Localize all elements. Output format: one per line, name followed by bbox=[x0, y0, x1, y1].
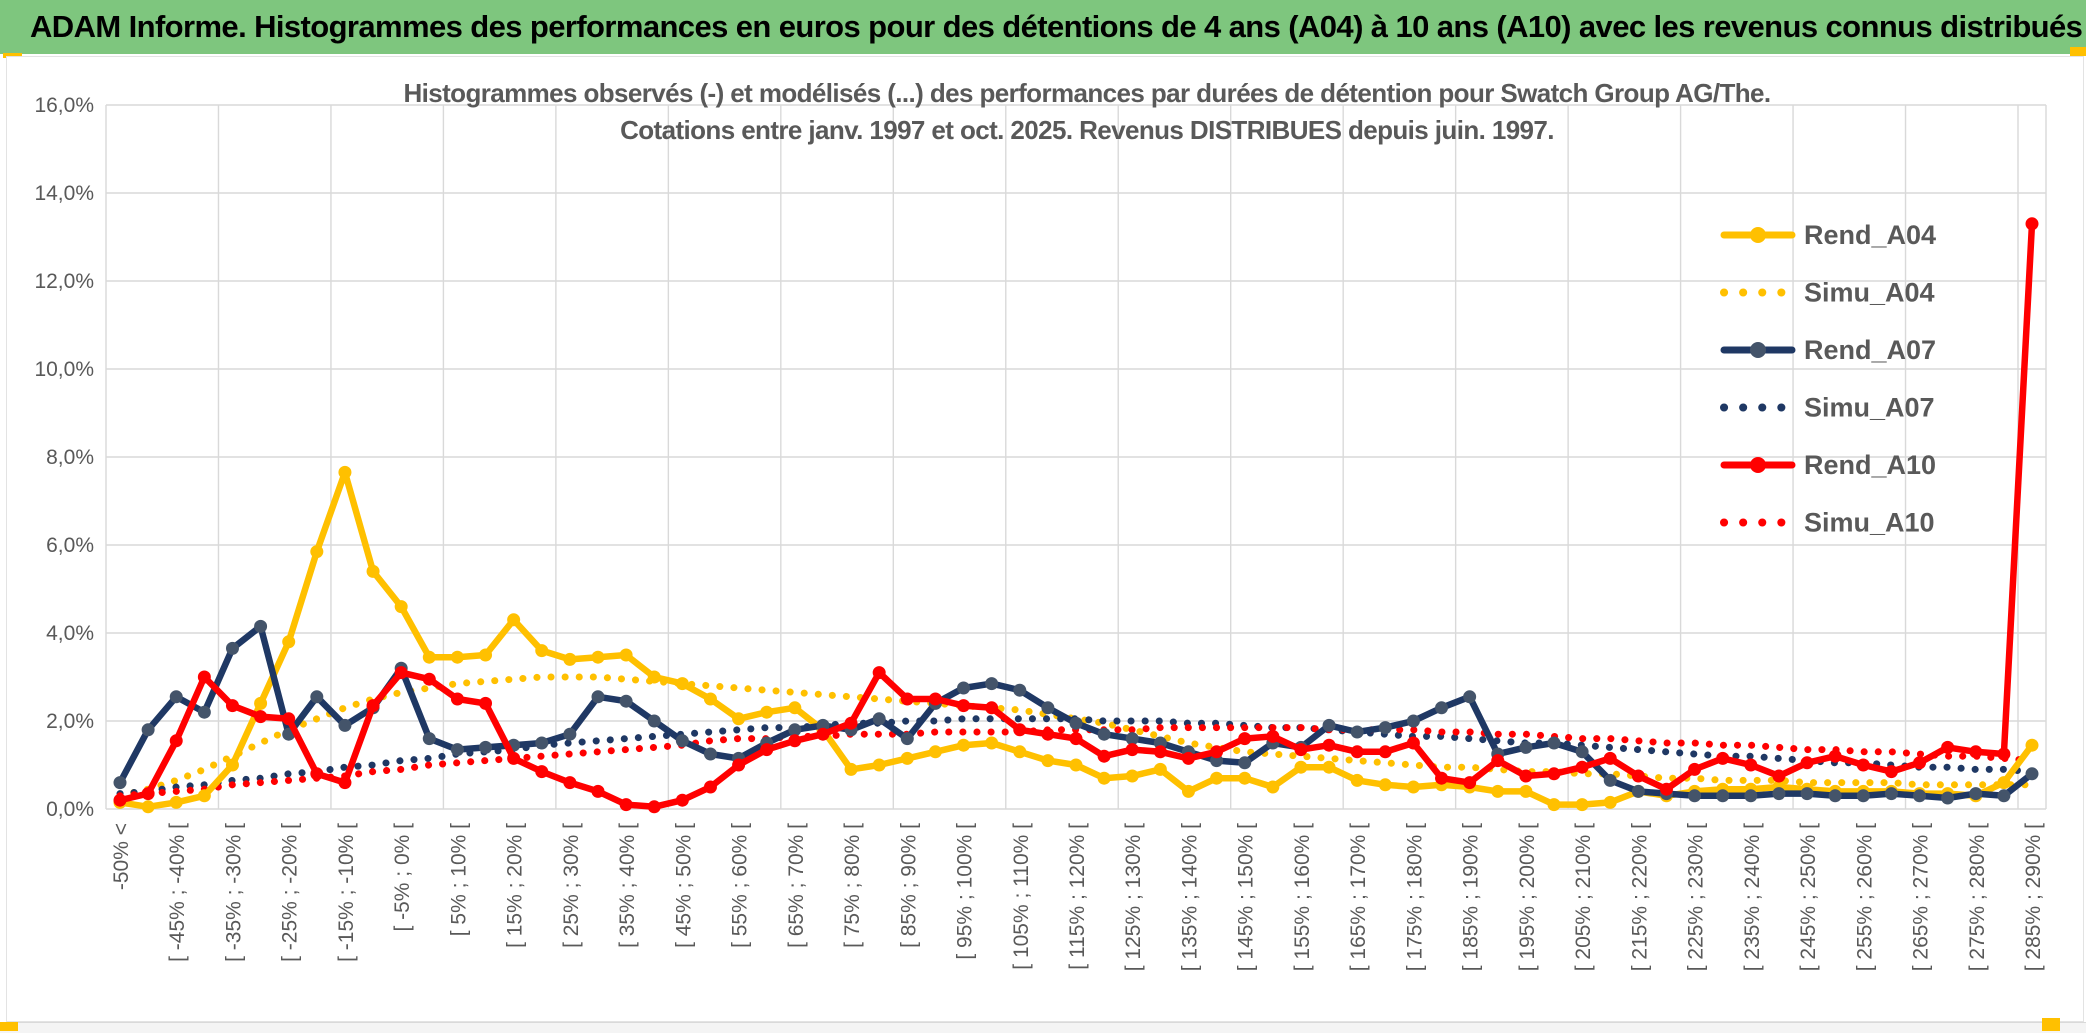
series-marker-Rend_A10 bbox=[1041, 728, 1054, 741]
series-marker-Rend_A04 bbox=[788, 701, 801, 714]
x-axis-tick-label: [ 235% ; 240% [ bbox=[1740, 823, 1764, 972]
series-marker-Rend_A10 bbox=[142, 787, 155, 800]
series-marker-Rend_A04 bbox=[1098, 772, 1111, 785]
series-marker-Rend_A10 bbox=[254, 710, 267, 723]
series-marker-Rend_A07 bbox=[873, 712, 886, 725]
series-marker-Rend_A07 bbox=[114, 776, 127, 789]
series-marker-Rend_A07 bbox=[1379, 721, 1392, 734]
series-marker-Rend_A07 bbox=[1801, 787, 1814, 800]
series-marker-Rend_A07 bbox=[648, 715, 661, 728]
series-marker-Rend_A10 bbox=[1885, 765, 1898, 778]
x-axis-tick-label: [ 155% ; 160% [ bbox=[1290, 823, 1314, 972]
x-axis-tick-label: [ 135% ; 140% [ bbox=[1178, 823, 1202, 972]
series-marker-Rend_A10 bbox=[479, 697, 492, 710]
chart-title-line1: Histogrammes observés (-) et modélisés (...) des performances par durées de détention pour Swatch Group AG/The. bbox=[403, 78, 1771, 108]
x-axis-tick-label: [ -5% ; 0% [ bbox=[391, 823, 415, 932]
series-marker-Rend_A10 bbox=[1969, 745, 1982, 758]
y-axis-tick-label: 0,0% bbox=[46, 798, 94, 821]
series-marker-Rend_A07 bbox=[535, 737, 548, 750]
series-marker-Rend_A07 bbox=[676, 734, 689, 747]
legend-item-Rend_A04 bbox=[1724, 220, 1936, 250]
series-marker-Rend_A04 bbox=[704, 693, 717, 706]
series-marker-Rend_A10 bbox=[845, 717, 858, 730]
series-marker-Rend_A07 bbox=[1744, 789, 1757, 802]
legend-label: Rend_A07 bbox=[1804, 335, 1937, 365]
series-marker-Rend_A04 bbox=[1379, 778, 1392, 791]
series-marker-Rend_A10 bbox=[507, 752, 520, 765]
series-marker-Rend_A04 bbox=[1407, 781, 1420, 794]
series-marker-Rend_A04 bbox=[395, 600, 408, 613]
series-marker-Rend_A07 bbox=[1913, 789, 1926, 802]
series-marker-Rend_A04 bbox=[451, 651, 464, 664]
series-marker-Rend_A04 bbox=[901, 752, 914, 765]
series-marker-Rend_A10 bbox=[1379, 745, 1392, 758]
series-marker-Rend_A07 bbox=[1041, 701, 1054, 714]
series-marker-Rend_A07 bbox=[1829, 789, 1842, 802]
series-marker-Rend_A10 bbox=[226, 699, 239, 712]
series-marker-Rend_A04 bbox=[1266, 781, 1279, 794]
x-axis-tick-label: [ 95% ; 100% [ bbox=[953, 823, 977, 960]
series-marker-Rend_A10 bbox=[1772, 770, 1785, 783]
series-marker-Rend_A10 bbox=[1857, 759, 1870, 772]
x-axis-tick-label: [ 85% ; 90% [ bbox=[897, 823, 921, 948]
series-marker-Rend_A10 bbox=[1294, 743, 1307, 756]
x-axis-tick-label: [ -45% ; -40% [ bbox=[166, 823, 190, 962]
series-marker-Rend_A04 bbox=[1491, 785, 1504, 798]
series-marker-Rend_A04 bbox=[2026, 739, 2039, 752]
series-marker-Rend_A07 bbox=[1772, 787, 1785, 800]
legend-item-Simu_A07 bbox=[1724, 393, 1935, 423]
series-marker-Rend_A04 bbox=[198, 789, 211, 802]
series-marker-Rend_A07 bbox=[1238, 756, 1251, 769]
series-marker-Rend_A07 bbox=[423, 732, 436, 745]
x-axis-tick-label: [ -35% ; -30% [ bbox=[222, 823, 246, 962]
series-marker-Rend_A07 bbox=[254, 620, 267, 633]
series-marker-Rend_A10 bbox=[1463, 776, 1476, 789]
series-marker-Rend_A04 bbox=[1070, 759, 1083, 772]
series-marker-Rend_A07 bbox=[1407, 715, 1420, 728]
series-marker-Rend_A04 bbox=[1576, 798, 1589, 811]
series-marker-Rend_A04 bbox=[338, 466, 351, 479]
series-marker-Rend_A07 bbox=[1435, 701, 1448, 714]
y-axis-tick-label: 8,0% bbox=[46, 446, 94, 469]
series-marker-Rend_A07 bbox=[1098, 728, 1111, 741]
series-marker-Rend_A04 bbox=[367, 565, 380, 578]
series-marker-Rend_A07 bbox=[1576, 745, 1589, 758]
legend-marker-sample bbox=[1750, 457, 1766, 473]
legend-label: Simu_A10 bbox=[1804, 507, 1935, 538]
series-marker-Rend_A04 bbox=[254, 697, 267, 710]
series-marker-Rend_A10 bbox=[1941, 741, 1954, 754]
series-marker-Rend_A07 bbox=[1548, 737, 1561, 750]
series-marker-Rend_A10 bbox=[535, 765, 548, 778]
y-axis-tick-label: 12,0% bbox=[34, 270, 94, 293]
series-marker-Rend_A07 bbox=[985, 677, 998, 690]
series-marker-Rend_A10 bbox=[1491, 754, 1504, 767]
series-marker-Rend_A07 bbox=[198, 706, 211, 719]
series-marker-Rend_A10 bbox=[1716, 752, 1729, 765]
series-marker-Rend_A07 bbox=[1857, 789, 1870, 802]
x-axis-tick-label: [ -25% ; -20% [ bbox=[278, 823, 302, 962]
series-marker-Rend_A10 bbox=[1548, 767, 1561, 780]
series-marker-Rend_A10 bbox=[957, 699, 970, 712]
series-marker-Rend_A04 bbox=[170, 796, 183, 809]
x-axis-tick-label: [ 145% ; 150% [ bbox=[1234, 823, 1258, 972]
series-marker-Rend_A10 bbox=[282, 712, 295, 725]
x-axis-tick-label: [ 105% ; 110% [ bbox=[1009, 823, 1033, 970]
series-marker-Rend_A10 bbox=[563, 776, 576, 789]
series-marker-Rend_A04 bbox=[479, 649, 492, 662]
series-marker-Rend_A04 bbox=[1351, 774, 1364, 787]
series-marker-Rend_A07 bbox=[1997, 789, 2010, 802]
series-marker-Rend_A04 bbox=[732, 712, 745, 725]
series-marker-Rend_A10 bbox=[1013, 723, 1026, 736]
x-axis-tick-label: [ 205% ; 210% [ bbox=[1572, 823, 1596, 972]
legend-label: Simu_A04 bbox=[1804, 277, 1935, 308]
series-marker-Rend_A04 bbox=[1323, 761, 1336, 774]
series-marker-Rend_A07 bbox=[1632, 785, 1645, 798]
series-marker-Rend_A07 bbox=[592, 690, 605, 703]
series-marker-Rend_A10 bbox=[648, 800, 661, 813]
series-marker-Rend_A07 bbox=[479, 741, 492, 754]
series-marker-Rend_A04 bbox=[1154, 763, 1167, 776]
series-marker-Rend_A10 bbox=[1154, 745, 1167, 758]
series-marker-Rend_A04 bbox=[1041, 754, 1054, 767]
legend-label: Simu_A07 bbox=[1804, 392, 1935, 423]
chart-object bbox=[6, 56, 2084, 1022]
series-marker-Rend_A10 bbox=[1632, 770, 1645, 783]
series-marker-Rend_A10 bbox=[451, 693, 464, 706]
x-axis-tick-label: [ 225% ; 230% [ bbox=[1684, 823, 1708, 972]
series-marker-Rend_A07 bbox=[1323, 719, 1336, 732]
series-marker-Rend_A10 bbox=[592, 785, 605, 798]
series-marker-Rend_A10 bbox=[1576, 761, 1589, 774]
series-marker-Rend_A10 bbox=[1913, 756, 1926, 769]
series-marker-Rend_A10 bbox=[1435, 772, 1448, 785]
series-marker-Rend_A07 bbox=[142, 723, 155, 736]
series-marker-Rend_A07 bbox=[563, 728, 576, 741]
series-marker-Rend_A10 bbox=[1238, 732, 1251, 745]
series-marker-Rend_A04 bbox=[226, 759, 239, 772]
series-line-Rend_A07 bbox=[120, 626, 2032, 798]
series-marker-Rend_A07 bbox=[451, 743, 464, 756]
series-marker-Rend_A10 bbox=[1126, 743, 1139, 756]
series-marker-Rend_A10 bbox=[985, 701, 998, 714]
series-marker-Rend_A10 bbox=[1660, 783, 1673, 796]
series-marker-Rend_A04 bbox=[592, 651, 605, 664]
series-marker-Rend_A04 bbox=[310, 545, 323, 558]
series-marker-Rend_A04 bbox=[985, 737, 998, 750]
y-axis-tick-label: 10,0% bbox=[34, 358, 94, 381]
footer-strip bbox=[0, 1022, 2086, 1033]
x-axis-tick-label: [ 265% ; 270% [ bbox=[1909, 822, 1933, 972]
x-axis-tick-label: [ 165% ; 170% [ bbox=[1347, 823, 1371, 972]
series-marker-Rend_A04 bbox=[1182, 785, 1195, 798]
report-title: ADAM Informe. Histogrammes des performances en euros pour des détentions de 4 ans (A04) à 10 ans (A10) avec les revenus connus distribués bbox=[30, 9, 2083, 44]
legend-label: Rend_A04 bbox=[1804, 220, 1937, 250]
series-marker-Rend_A07 bbox=[226, 642, 239, 655]
series-marker-Rend_A04 bbox=[648, 671, 661, 684]
x-axis-tick-label: [ 255% ; 260% [ bbox=[1853, 823, 1877, 972]
series-marker-Rend_A04 bbox=[1210, 772, 1223, 785]
series-marker-Rend_A10 bbox=[1182, 752, 1195, 765]
y-axis-tick-label: 6,0% bbox=[46, 534, 94, 557]
legend-item-Rend_A10 bbox=[1724, 450, 1936, 480]
legend-marker-sample bbox=[1750, 342, 1766, 358]
y-axis-tick-label: 2,0% bbox=[46, 710, 94, 733]
x-axis-tick-label: [ 45% ; 50% [ bbox=[672, 823, 696, 948]
series-marker-Rend_A10 bbox=[395, 666, 408, 679]
series-marker-Rend_A10 bbox=[310, 767, 323, 780]
series-marker-Rend_A04 bbox=[563, 653, 576, 666]
gold-accent-bottom-right bbox=[2042, 1018, 2060, 1031]
x-axis-tick-label: -50% < bbox=[110, 823, 133, 891]
series-marker-Rend_A10 bbox=[198, 671, 211, 684]
y-axis-tick-label: 4,0% bbox=[46, 622, 94, 645]
x-axis-tick-label: [ -15% ; -10% [ bbox=[334, 823, 358, 962]
series-marker-Rend_A07 bbox=[1351, 726, 1364, 739]
series-marker-Rend_A10 bbox=[901, 693, 914, 706]
x-axis-tick-label: [ 175% ; 180% [ bbox=[1403, 823, 1427, 972]
series-marker-Rend_A07 bbox=[1969, 787, 1982, 800]
series-marker-Rend_A04 bbox=[845, 763, 858, 776]
series-marker-Rend_A10 bbox=[873, 666, 886, 679]
series-marker-Rend_A10 bbox=[1688, 763, 1701, 776]
series-marker-Rend_A07 bbox=[1941, 792, 1954, 805]
series-marker-Rend_A10 bbox=[1997, 748, 2010, 761]
x-axis-tick-label: [ 75% ; 80% [ bbox=[841, 823, 865, 948]
series-marker-Rend_A04 bbox=[282, 635, 295, 648]
x-axis-tick-label: [ 125% ; 130% [ bbox=[1122, 823, 1146, 972]
series-marker-Rend_A10 bbox=[1829, 750, 1842, 763]
series-marker-Rend_A07 bbox=[170, 690, 183, 703]
series-marker-Rend_A07 bbox=[1688, 789, 1701, 802]
report-header-banner bbox=[0, 0, 2086, 54]
series-marker-Rend_A10 bbox=[1801, 756, 1814, 769]
series-marker-Rend_A07 bbox=[1463, 690, 1476, 703]
series-marker-Rend_A04 bbox=[1997, 776, 2010, 789]
series-marker-Rend_A07 bbox=[620, 695, 633, 708]
legend-label: Rend_A10 bbox=[1804, 450, 1937, 480]
series-marker-Rend_A10 bbox=[704, 781, 717, 794]
series-marker-Rend_A04 bbox=[535, 644, 548, 657]
x-axis-tick-label: [ 285% ; 290% [ bbox=[2022, 823, 2045, 972]
series-marker-Rend_A04 bbox=[760, 706, 773, 719]
series-marker-Rend_A04 bbox=[873, 759, 886, 772]
series-marker-Rend_A04 bbox=[957, 739, 970, 752]
series-marker-Rend_A10 bbox=[929, 693, 942, 706]
series-marker-Rend_A10 bbox=[1266, 730, 1279, 743]
series-marker-Rend_A10 bbox=[1407, 737, 1420, 750]
series-marker-Rend_A04 bbox=[1013, 745, 1026, 758]
series-marker-Rend_A10 bbox=[423, 673, 436, 686]
series-marker-Rend_A10 bbox=[1323, 739, 1336, 752]
series-marker-Rend_A10 bbox=[732, 759, 745, 772]
series-marker-Rend_A04 bbox=[507, 613, 520, 626]
histogram-line-chart bbox=[7, 57, 2081, 1019]
series-marker-Rend_A07 bbox=[901, 732, 914, 745]
series-marker-Rend_A10 bbox=[788, 734, 801, 747]
x-axis-tick-label: [ 245% ; 250% [ bbox=[1797, 823, 1821, 972]
series-marker-Rend_A04 bbox=[1126, 770, 1139, 783]
series-marker-Rend_A10 bbox=[1604, 752, 1617, 765]
legend-item-Rend_A07 bbox=[1724, 335, 1936, 365]
series-marker-Rend_A07 bbox=[1519, 741, 1532, 754]
gold-accent-top-right bbox=[2070, 47, 2086, 56]
chart-title-block bbox=[117, 75, 2057, 149]
x-axis-tick-label: [ 195% ; 200% [ bbox=[1515, 823, 1539, 972]
x-axis-tick-label: [ 55% ; 60% [ bbox=[728, 823, 752, 948]
series-marker-Rend_A10 bbox=[1744, 759, 1757, 772]
x-axis-tick-label: [ 25% ; 30% [ bbox=[559, 823, 583, 948]
series-marker-Rend_A04 bbox=[142, 800, 155, 813]
series-marker-Rend_A07 bbox=[1885, 787, 1898, 800]
series-marker-Rend_A10 bbox=[114, 794, 127, 807]
legend-marker-sample bbox=[1750, 227, 1766, 243]
x-axis-tick-label: [ 15% ; 20% [ bbox=[503, 823, 527, 948]
y-axis-tick-label: 16,0% bbox=[34, 94, 94, 117]
x-axis-tick-label: [ 115% ; 120% [ bbox=[1066, 823, 1089, 970]
series-marker-Rend_A10 bbox=[760, 743, 773, 756]
series-marker-Rend_A04 bbox=[1238, 772, 1251, 785]
legend-item-Simu_A04 bbox=[1724, 278, 1935, 308]
series-marker-Rend_A04 bbox=[423, 651, 436, 664]
chart-title-line2: Cotations entre janv. 1997 et oct. 2025. Revenus DISTRIBUES depuis juin. 1997. bbox=[620, 115, 1554, 145]
series-marker-Rend_A10 bbox=[1519, 770, 1532, 783]
series-marker-Rend_A07 bbox=[957, 682, 970, 695]
series-marker-Rend_A04 bbox=[620, 649, 633, 662]
series-marker-Rend_A07 bbox=[1013, 684, 1026, 697]
series-marker-Rend_A10 bbox=[170, 734, 183, 747]
series-marker-Rend_A10 bbox=[1098, 750, 1111, 763]
series-marker-Rend_A07 bbox=[2026, 767, 2039, 780]
series-marker-Rend_A04 bbox=[1519, 785, 1532, 798]
series-marker-Rend_A04 bbox=[1294, 761, 1307, 774]
series-marker-Rend_A10 bbox=[338, 776, 351, 789]
x-axis-tick-label: [ 185% ; 190% [ bbox=[1459, 823, 1483, 972]
y-axis-tick-label: 14,0% bbox=[34, 182, 94, 205]
series-marker-Rend_A10 bbox=[1351, 745, 1364, 758]
series-marker-Rend_A04 bbox=[676, 677, 689, 690]
x-axis-tick-label: [ 215% ; 220% [ bbox=[1628, 823, 1652, 972]
series-marker-Rend_A07 bbox=[310, 690, 323, 703]
series-marker-Rend_A10 bbox=[367, 699, 380, 712]
series-marker-Rend_A10 bbox=[2026, 217, 2039, 230]
series-marker-Rend_A04 bbox=[1604, 796, 1617, 809]
x-axis-tick-label: [ 35% ; 40% [ bbox=[616, 823, 640, 948]
series-marker-Rend_A10 bbox=[1070, 732, 1083, 745]
gold-accent-bottom-left bbox=[0, 1022, 18, 1031]
series-marker-Rend_A04 bbox=[1548, 798, 1561, 811]
series-marker-Rend_A07 bbox=[1604, 774, 1617, 787]
series-marker-Rend_A10 bbox=[676, 794, 689, 807]
x-axis-tick-label: [ 5% ; 10% [ bbox=[447, 823, 471, 937]
series-marker-Rend_A10 bbox=[1210, 745, 1223, 758]
x-axis-tick-label: [ 275% ; 280% [ bbox=[1965, 823, 1989, 972]
series-marker-Rend_A07 bbox=[704, 748, 717, 761]
series-marker-Rend_A04 bbox=[929, 745, 942, 758]
legend-item-Simu_A10 bbox=[1724, 508, 1935, 538]
series-marker-Rend_A07 bbox=[338, 719, 351, 732]
series-marker-Rend_A10 bbox=[816, 728, 829, 741]
series-marker-Rend_A10 bbox=[620, 798, 633, 811]
series-marker-Rend_A07 bbox=[1716, 789, 1729, 802]
x-axis-tick-label: [ 65% ; 70% [ bbox=[784, 823, 808, 948]
series-marker-Rend_A07 bbox=[1070, 717, 1083, 730]
